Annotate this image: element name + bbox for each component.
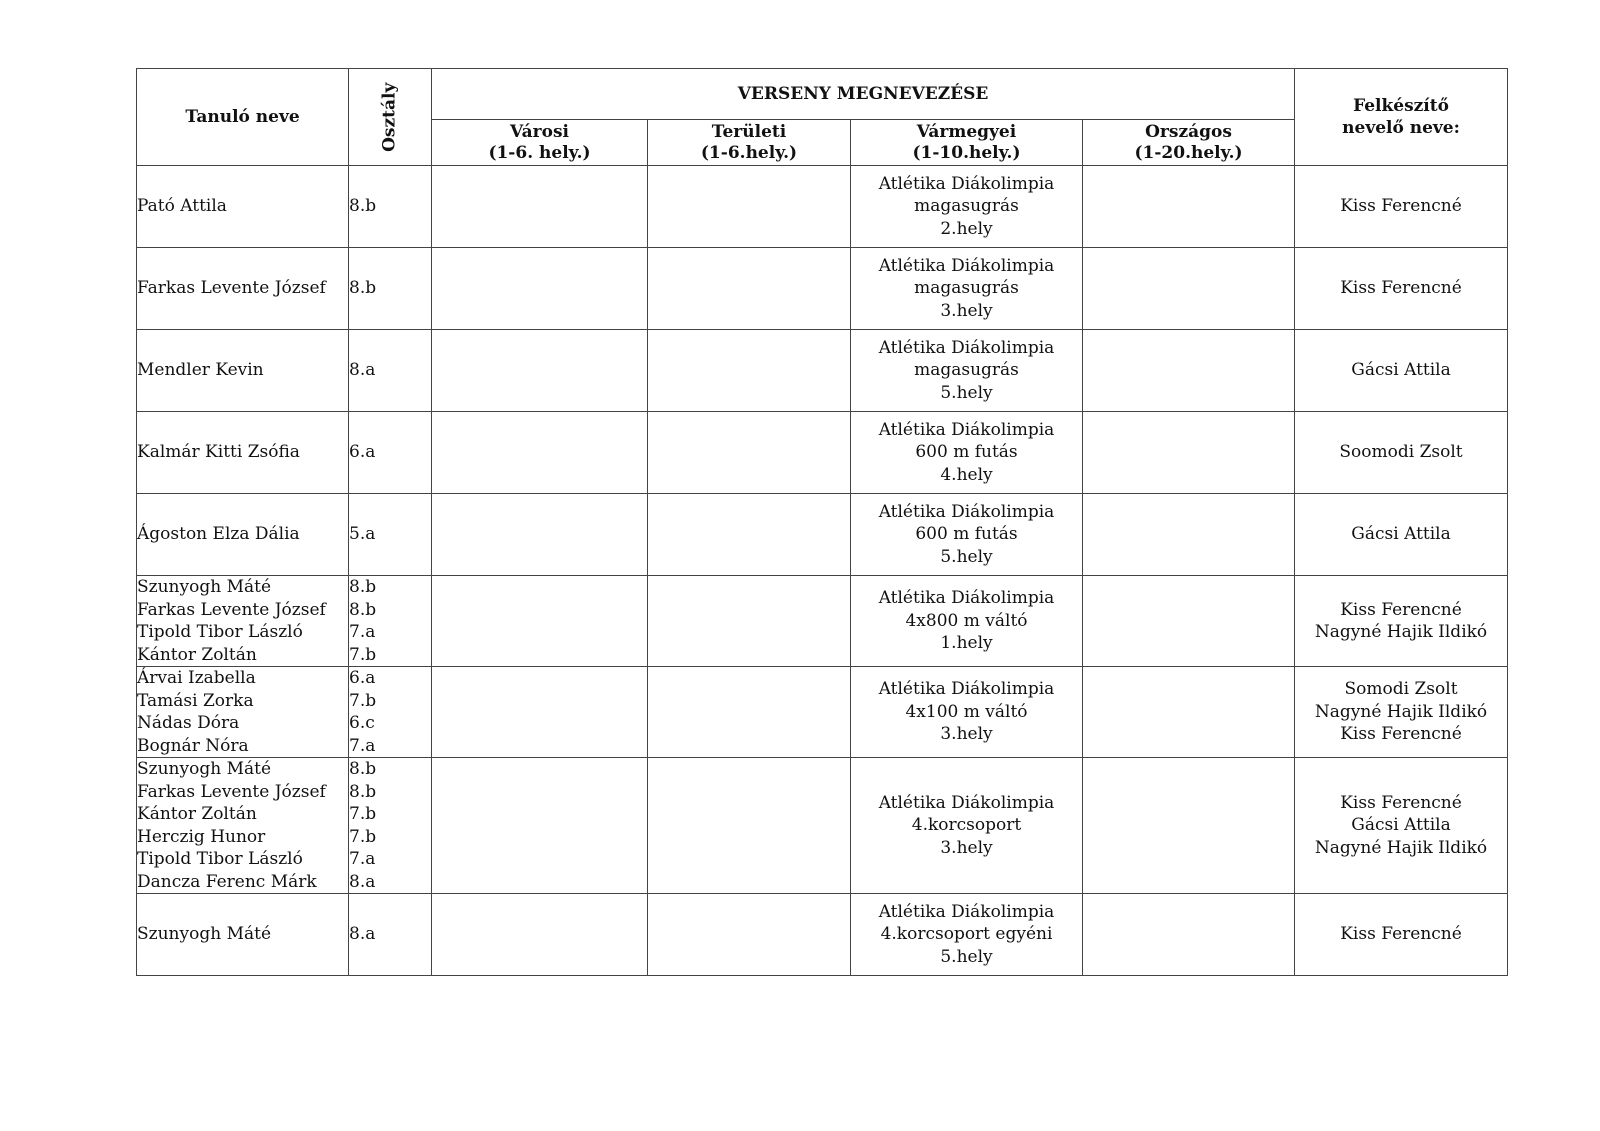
student-class: 8.a xyxy=(349,924,376,945)
teacher-name: Kiss Ferencné xyxy=(1340,278,1462,299)
student-class: 8.a xyxy=(349,360,376,381)
header-teacher-line2: nevelő neve: xyxy=(1342,118,1460,138)
varmegyei-result: 4x100 m váltó xyxy=(905,701,1028,722)
orszagos-cell xyxy=(1083,412,1295,494)
student-names-cell xyxy=(137,166,349,248)
student-name: Pató Attila xyxy=(137,196,227,217)
level-range: (1-20.hely.) xyxy=(1134,142,1243,163)
teachers-cell xyxy=(1295,166,1508,248)
varmegyei-cell xyxy=(851,894,1083,976)
student-name: Ágoston Elza Dália xyxy=(137,524,300,545)
teruleti-cell xyxy=(648,576,851,667)
student-class: 6.a xyxy=(349,442,376,463)
student-class: 8.b xyxy=(349,781,377,802)
orszagos-cell xyxy=(1083,166,1295,248)
header-level-varosi xyxy=(432,120,648,166)
orszagos-cell xyxy=(1083,248,1295,330)
varmegyei-result: 1.hely xyxy=(940,633,993,654)
table-body xyxy=(137,166,1508,976)
student-name: Bognár Nóra xyxy=(137,735,249,756)
table-row xyxy=(137,166,1508,248)
student-name: Farkas Levente József xyxy=(137,781,326,802)
teruleti-cell xyxy=(648,494,851,576)
student-class: 7.b xyxy=(349,644,377,665)
varmegyei-result: Atlétika Diákolimpia xyxy=(878,501,1055,522)
header-level-teruleti xyxy=(648,120,851,166)
teachers-cell xyxy=(1295,758,1508,894)
student-class: 8.a xyxy=(349,871,376,892)
teacher-name: Gácsi Attila xyxy=(1351,524,1451,545)
class-cell xyxy=(349,330,432,412)
varosi-cell xyxy=(432,894,648,976)
teacher-name: Kiss Ferencné xyxy=(1340,924,1462,945)
table-row xyxy=(137,667,1508,758)
varosi-cell xyxy=(432,166,648,248)
teacher-name: Kiss Ferencné xyxy=(1340,792,1462,813)
teacher-name: Gácsi Attila xyxy=(1351,360,1451,381)
teachers-cell xyxy=(1295,894,1508,976)
orszagos-cell xyxy=(1083,667,1295,758)
varosi-cell xyxy=(432,576,648,667)
teruleti-cell xyxy=(648,758,851,894)
header-teacher xyxy=(1295,69,1508,166)
varmegyei-result: 600 m futás xyxy=(915,524,1018,545)
student-name: Tipold Tibor László xyxy=(137,849,303,869)
varmegyei-cell xyxy=(851,166,1083,248)
student-class: 5.a xyxy=(349,524,376,545)
header-teacher-line1: Felkészítő xyxy=(1353,95,1449,116)
level-range: (1-10.hely.) xyxy=(912,142,1021,163)
varmegyei-result: 600 m futás xyxy=(915,442,1018,463)
teacher-name: Kiss Ferencné xyxy=(1340,196,1462,217)
class-cell xyxy=(349,412,432,494)
varmegyei-result: magasugrás xyxy=(914,278,1019,299)
header-class-label: Osztály xyxy=(379,82,400,152)
student-name: Tamási Zorka xyxy=(137,690,254,711)
table-row xyxy=(137,494,1508,576)
teachers-cell xyxy=(1295,494,1508,576)
varmegyei-result: Atlétika Diákolimpia xyxy=(878,337,1055,358)
varmegyei-cell xyxy=(851,758,1083,894)
varmegyei-result: Atlétika Diákolimpia xyxy=(878,679,1055,700)
header-level-orszagos xyxy=(1083,120,1295,166)
student-names-cell xyxy=(137,330,349,412)
orszagos-cell xyxy=(1083,894,1295,976)
student-name: Szunyogh Máté xyxy=(137,759,272,779)
student-class: 8.b xyxy=(349,577,377,597)
orszagos-cell xyxy=(1083,330,1295,412)
student-names-cell xyxy=(137,667,349,758)
class-cell xyxy=(349,494,432,576)
student-names-cell xyxy=(137,248,349,330)
teruleti-cell xyxy=(648,667,851,758)
student-class: 6.a xyxy=(349,668,376,688)
student-class: 7.b xyxy=(349,826,377,847)
student-name: Árvai Izabella xyxy=(137,668,256,688)
student-class: 7.b xyxy=(349,804,377,824)
level-title: Városi xyxy=(510,121,569,142)
teacher-name: Nagyné Hajik Ildikó xyxy=(1314,622,1488,642)
student-class: 7.a xyxy=(349,622,376,642)
student-name: Szunyogh Máté xyxy=(137,577,272,597)
class-cell xyxy=(349,166,432,248)
student-name: Kalmár Kitti Zsófia xyxy=(137,442,300,463)
table-row xyxy=(137,894,1508,976)
teachers-cell xyxy=(1295,248,1508,330)
teacher-name: Nagyné Hajik Ildikó xyxy=(1314,837,1488,858)
varmegyei-result: 4.hely xyxy=(940,464,993,485)
varmegyei-result: Atlétika Diákolimpia xyxy=(878,173,1055,194)
teruleti-cell xyxy=(648,412,851,494)
varmegyei-cell xyxy=(851,576,1083,667)
varosi-cell xyxy=(432,758,648,894)
table-row xyxy=(137,330,1508,412)
varmegyei-result: 3.hely xyxy=(940,837,993,858)
teacher-name: Somodi Zsolt xyxy=(1344,679,1458,700)
student-class: 8.b xyxy=(349,278,377,299)
varmegyei-result: Atlétika Diákolimpia xyxy=(878,255,1055,276)
student-class: 8.b xyxy=(349,759,377,779)
varosi-cell xyxy=(432,494,648,576)
student-class: 7.a xyxy=(349,849,376,869)
student-name: Dancza Ferenc Márk xyxy=(137,871,317,892)
varmegyei-result: 4.korcsoport xyxy=(911,815,1022,836)
student-name: Tipold Tibor László xyxy=(137,622,303,642)
varmegyei-result: 4.korcsoport egyéni xyxy=(880,924,1053,945)
varosi-cell xyxy=(432,667,648,758)
level-range: (1-6.hely.) xyxy=(700,142,798,163)
varmegyei-cell xyxy=(851,494,1083,576)
teruleti-cell xyxy=(648,166,851,248)
teacher-name: Kiss Ferencné xyxy=(1340,724,1462,745)
student-class: 8.b xyxy=(349,599,377,620)
level-title: Országos xyxy=(1145,121,1232,142)
header-class xyxy=(349,69,432,166)
teruleti-cell xyxy=(648,894,851,976)
student-name: Farkas Levente József xyxy=(137,278,326,299)
student-names-cell xyxy=(137,758,349,894)
student-class: 6.c xyxy=(349,713,375,733)
varmegyei-result: 5.hely xyxy=(940,382,993,403)
student-names-cell xyxy=(137,576,349,667)
varmegyei-result: 3.hely xyxy=(940,300,993,321)
table-row xyxy=(137,248,1508,330)
varmegyei-result: Atlétika Diákolimpia xyxy=(878,901,1055,922)
student-names-cell xyxy=(137,894,349,976)
varosi-cell xyxy=(432,330,648,412)
teacher-name: Nagyné Hajik Ildikó xyxy=(1314,701,1488,722)
table-row xyxy=(137,412,1508,494)
teacher-name: Soomodi Zsolt xyxy=(1339,442,1463,463)
teacher-name: Gácsi Attila xyxy=(1351,815,1451,836)
student-name: Herczig Hunor xyxy=(137,826,266,847)
teachers-cell xyxy=(1295,667,1508,758)
level-title: Vármegyei xyxy=(916,121,1017,142)
student-name: Nádas Dóra xyxy=(137,713,240,733)
class-cell xyxy=(349,758,432,894)
varosi-cell xyxy=(432,248,648,330)
level-range: (1-6. hely.) xyxy=(488,142,591,163)
varosi-cell xyxy=(432,412,648,494)
varmegyei-result: 5.hely xyxy=(940,546,993,567)
student-names-cell xyxy=(137,494,349,576)
orszagos-cell xyxy=(1083,576,1295,667)
student-name: Mendler Kevin xyxy=(137,360,264,381)
student-name: Szunyogh Máté xyxy=(137,924,272,945)
student-class: 7.a xyxy=(349,735,376,756)
varmegyei-result: 5.hely xyxy=(940,946,993,967)
teacher-name: Kiss Ferencné xyxy=(1340,599,1462,620)
varmegyei-result: Atlétika Diákolimpia xyxy=(878,792,1055,813)
varmegyei-cell xyxy=(851,248,1083,330)
teruleti-cell xyxy=(648,330,851,412)
student-name: Kántor Zoltán xyxy=(137,644,257,665)
header-student-name: Tanuló neve xyxy=(137,69,349,166)
varmegyei-cell xyxy=(851,667,1083,758)
class-cell xyxy=(349,667,432,758)
teachers-cell xyxy=(1295,330,1508,412)
table-row xyxy=(137,576,1508,667)
varmegyei-result: 4x800 m váltó xyxy=(905,610,1028,631)
level-title: Területi xyxy=(711,121,787,142)
varmegyei-result: 3.hely xyxy=(940,724,993,745)
header-level-varmegyei xyxy=(851,120,1083,166)
varmegyei-result: magasugrás xyxy=(914,360,1019,381)
varmegyei-cell xyxy=(851,330,1083,412)
varmegyei-result: 2.hely xyxy=(940,218,993,239)
teruleti-cell xyxy=(648,248,851,330)
competition-results-table xyxy=(136,68,1508,976)
teachers-cell xyxy=(1295,412,1508,494)
student-names-cell xyxy=(137,412,349,494)
varmegyei-cell xyxy=(851,412,1083,494)
class-cell xyxy=(349,248,432,330)
varmegyei-result: Atlétika Diákolimpia xyxy=(878,588,1055,609)
table-row xyxy=(137,758,1508,894)
varmegyei-result: magasugrás xyxy=(914,196,1019,217)
class-cell xyxy=(349,576,432,667)
orszagos-cell xyxy=(1083,494,1295,576)
student-name: Kántor Zoltán xyxy=(137,804,257,824)
student-name: Farkas Levente József xyxy=(137,599,326,620)
orszagos-cell xyxy=(1083,758,1295,894)
class-cell xyxy=(349,894,432,976)
student-class: 8.b xyxy=(349,196,377,217)
varmegyei-result: Atlétika Diákolimpia xyxy=(878,419,1055,440)
teachers-cell xyxy=(1295,576,1508,667)
student-class: 7.b xyxy=(349,690,377,711)
header-competition: VERSENY MEGNEVEZÉSE xyxy=(432,69,1295,120)
